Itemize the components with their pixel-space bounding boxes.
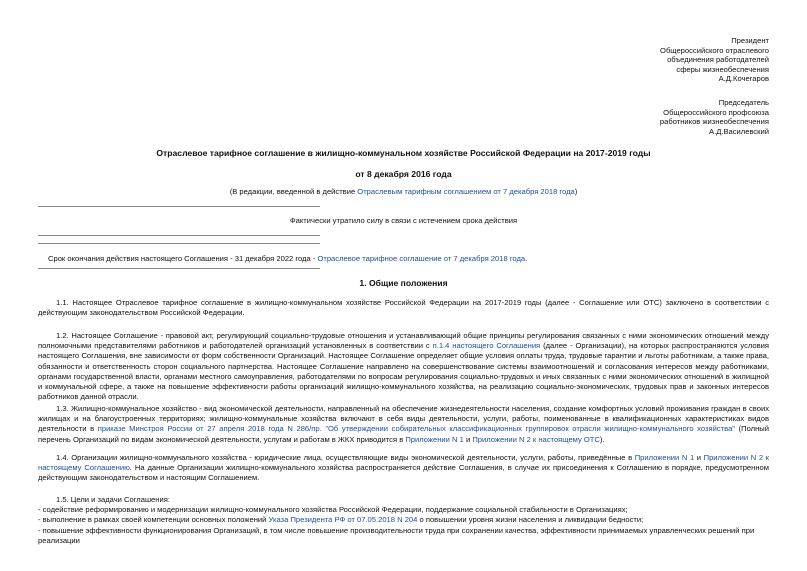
paragraph-text: . На данные Организации жилищно-коммунального хозяйства распространяется действие Соглашения, в случае их присоединения к Соглашению в порядке, предусмотренном действующим законодательством и настоящим Соглашением. <box>38 463 769 483</box>
expiry-prefix: Срок окончания действия настоящего Соглашения - 31 декабря 2022 года - <box>48 254 318 263</box>
list-heading: 1.5. Цели и задачи Соглашения: <box>56 495 170 504</box>
list-item-text: - выполнение в рамках своей компетенции основных положений <box>38 515 269 525</box>
divider <box>38 206 320 207</box>
paragraph-text: 1.2. Настоящее Соглашение - правовой акт, регулирующий социально-трудовые отношения и устанавливающий общие принципы регулирования связанных с ними экономических отношений между полномочными представителями работников и работодателей организаций установленных в соответствии с <box>38 331 769 351</box>
paragraph-text: 1.3. Жилищно-коммунальное хозяйство - вид экономической деятельности, направленный на обеспечение жизнедеятельности населения, создание комфортных условий проживания граждан в своих жилищах и на благоустроенных территориях; жилищно-коммунальные хозяйства включают в себя виды деятельности, услуги, работы, поименованные в квалификационных характеристиках видов деятельности в <box>38 404 769 434</box>
signature-line: А.Д.Кочегаров <box>718 74 769 84</box>
expiry-note <box>38 254 769 264</box>
clause-link[interactable]: п.1.4 настоящего Соглашения <box>432 341 541 351</box>
section-heading: 1. Общие положения <box>359 278 448 288</box>
appendix-2-link[interactable]: Приложении N 2 к настоящему ОТС <box>472 434 600 444</box>
document-date: от 8 декабря 2016 года <box>355 169 452 179</box>
order-link[interactable]: приказе Минстроя России от 27 апреля 2018 года N 286/пр. "Об утверждении собирательных классификационных группировок отрасли жилищно-коммунального хозяйства" <box>97 424 735 434</box>
signature-line: Общероссийского отраслевого <box>660 45 769 55</box>
list-item <box>38 515 769 525</box>
signature-line: Общероссийского профсоюза <box>663 107 769 117</box>
signature-line: Президент <box>731 36 769 45</box>
appendix-1-link[interactable]: Приложении N 1 <box>634 453 695 462</box>
list-item: - содействие реформированию и модернизации жилищно-коммунального хозяйства Российской Федерации, поддержание социальной стабильности в Организациях; <box>38 505 628 515</box>
document-title: Отраслевое тарифное соглашение в жилищно-коммунальном хозяйстве Российской Федерации на 2017-2019 годы <box>156 148 651 158</box>
appendix-1-link[interactable]: Приложении N 1 <box>405 434 464 444</box>
paragraph-text: и <box>463 434 473 444</box>
invalid-notice: Фактически утратило силу в связи с истечением срока действия <box>289 216 518 225</box>
signature-line: работников жизнеобеспечения <box>659 117 769 127</box>
signature-line: объединения работодателей <box>667 55 769 65</box>
decree-link[interactable]: Указа Президента РФ от 07.05.2018 N 204 <box>268 515 418 525</box>
expiry-suffix: . <box>525 254 528 263</box>
paragraph-1-3 <box>38 404 769 445</box>
list-item-text: о повышении уровня жизни населения и ликвидации бедности; <box>417 515 644 525</box>
paragraph-1-1: 1.1. Настоящее Отраслевое тарифное соглашение в жилищно-коммунальном хозяйстве Российской Федерации на 2017-2019 годы (далее - Соглашение или ОТС) заключено в соответствии с действующим законодательством Российской Федерации. <box>38 298 769 318</box>
divider <box>38 243 320 244</box>
divider <box>38 235 320 236</box>
signature-line: Председатель <box>718 98 769 107</box>
paragraph-text: (далее - Организации), на которых распространяются условия настоящего Соглашения, вне зависимости от форм собственности Организаций. Настоящее Соглашение определяет общие условия оплаты труда, трудовые гарантии и льготы работникам, а также права, обязанности и ответственность сторон социального партнерства. Настоящее Соглашение направлено на совершенствование системы взаимоотношений и согласования интересов между работниками, органами государственной власти, органами местного самоуправления, работодателями по вопросам регулирования социально-трудовых и иных связанных с ними экономических отношений в жилищной и коммунальной сфере, а также на повышение эффективности работы организаций жилищно-коммунального хозяйства, на реализацию социально-экономических, трудовых прав и законных интересов работников данной отрасли. <box>38 341 769 402</box>
divider <box>38 268 320 269</box>
redaction-note <box>0 187 807 196</box>
paragraph-text: и <box>694 453 704 462</box>
list-item: - повышение эффективности функционирования Организаций, в том числе повышение производительности труда при сохранении качества, эффективности принимаемых управленческих решений при реализации <box>38 525 755 545</box>
redaction-suffix: ) <box>574 187 578 196</box>
redaction-link[interactable]: Отраслевым тарифным соглашением от 7 декабря 2018 года <box>357 187 575 196</box>
signature-line: А.Д.Василевский <box>709 126 769 136</box>
paragraph-text: ). <box>599 434 605 444</box>
signature-line: сферы жизнеобеспечения <box>676 64 769 74</box>
appendix-2-link[interactable]: Приложении N 2 к настоящему Соглашению <box>38 453 769 473</box>
chairman-signature-block <box>660 98 769 136</box>
paragraph-1-5 <box>38 495 769 546</box>
redaction-prefix: (В редакции, введенной в действие <box>229 187 358 196</box>
paragraph-1-4 <box>38 453 769 484</box>
expiry-link[interactable]: Отраслевое тарифное соглашение от 7 декабря 2018 года <box>317 254 526 263</box>
paragraph-text: (Полный перечень Организаций по видам экономической деятельности, услугам и работам в ЖКХ приводится в <box>38 424 769 444</box>
paragraph-text: 1.4. Организации жилищно-коммунального хозяйства - юридические лица, осуществляющие виды экономической деятельности, услуги, работы, приведённые в <box>56 453 635 462</box>
president-signature-block <box>660 36 769 84</box>
paragraph-1-2 <box>38 331 769 402</box>
